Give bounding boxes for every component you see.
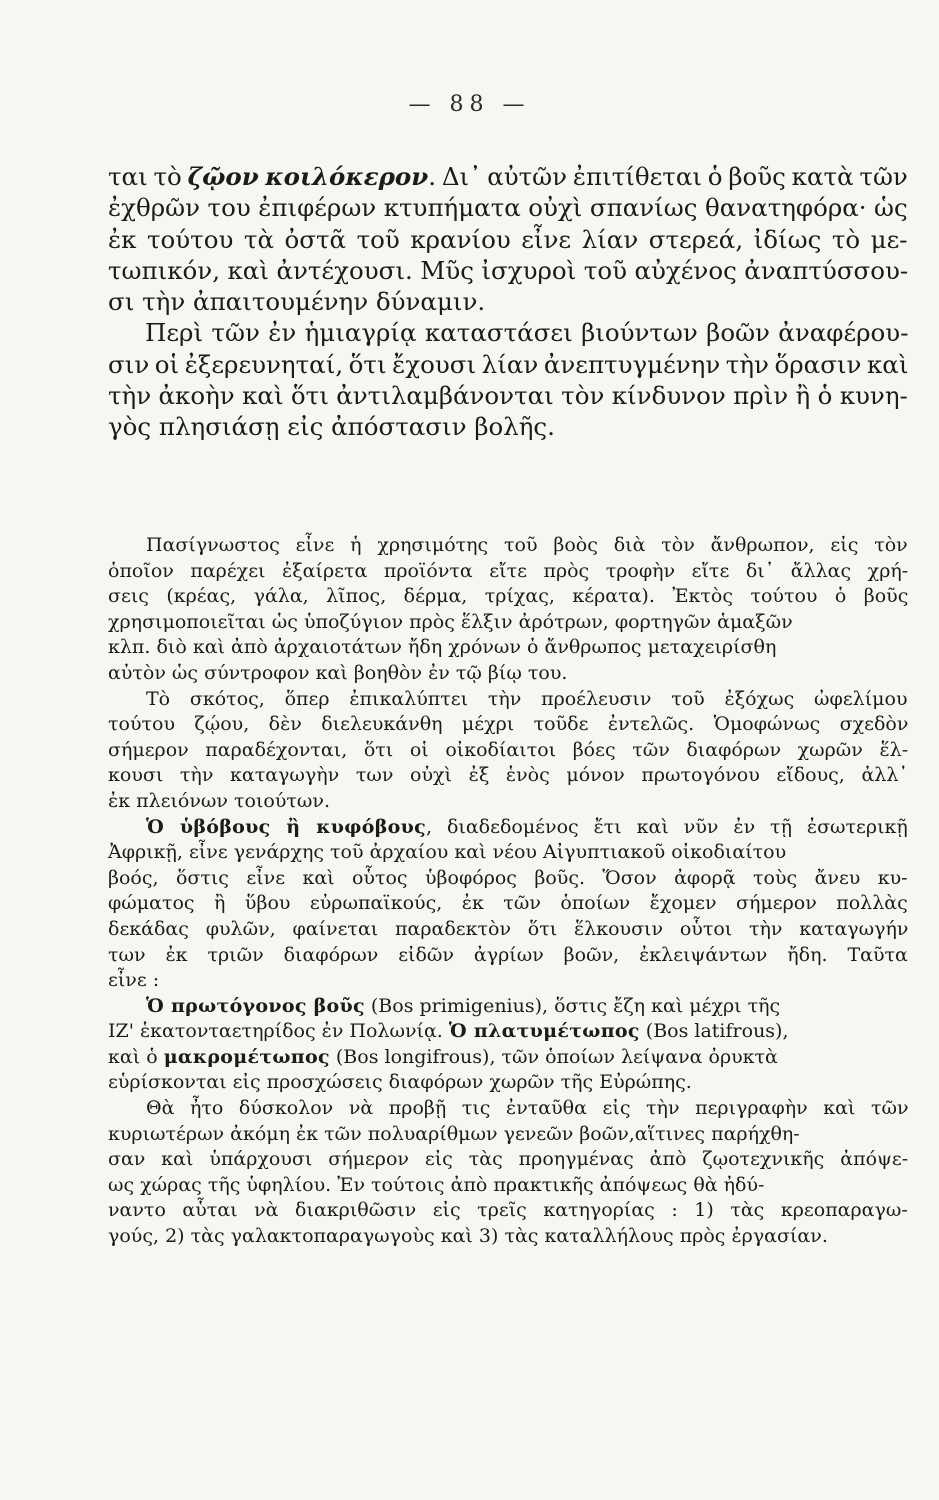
text-line: σεις (κρέας, γάλα, λῖπος, δέρμα, τρίχας, κέρατα). Ἐκτὸς τούτου ὁ βοῦς xyxy=(108,585,909,608)
text-line: αὐτὸν ὡς σύντροφον καὶ βοηθὸν ἐν τῷ βίῳ του. xyxy=(108,661,568,684)
lower-paragraph-5 xyxy=(108,1096,908,1250)
bold-term: μακρομέτωπος xyxy=(163,1045,330,1068)
text-line: χρησιμοποιεῖται ὡς ὑποζύγιον πρὸς ἕλξιν ἀρότρων, φορτηγῶν ἁμαξῶν xyxy=(108,610,793,633)
bold-term: Ὁ πρωτόγονος βοῦς xyxy=(146,994,365,1017)
text-span: (Bos longifrous), τῶν ὁποίων λείψανα ὀρυκτὰ xyxy=(329,1045,778,1068)
upper-paragraph-2 xyxy=(108,317,908,442)
page-number: — 88 — xyxy=(408,92,531,117)
text-line: τούτου ζῴου, δὲν διελευκάνθη μέχρι τοῦδε ἐντελῶς. Ὁμοφώνως σχεδὸν xyxy=(108,713,909,736)
text-span: . Δι᾽ αὐτῶν ἐπιτίθεται ὁ βοῦς κατὰ τῶν xyxy=(428,162,908,191)
text-line: ως χώρας τῆς ὑφηλίου. Ἐν τούτοις ἀπὸ πρακτικῆς ἀπόψεως θὰ ἠδύ- xyxy=(108,1173,765,1196)
text-line: κουσι τὴν καταγωγὴν των οὐχὶ ἐξ ἑνὸς μόνον πρωτογόνου εἴδους, ἀλλ᾽ xyxy=(108,764,908,787)
text-line: ὁποῖον παρέχει ἐξαίρετα προϊόντα εἴτε πρὸς τροφὴν εἴτε δι᾽ ἄλλας χρή- xyxy=(108,559,909,582)
text-line: Περὶ τῶν ἐν ἡμιαγρίᾳ καταστάσει βιούντων βοῶν ἀναφέρου- xyxy=(145,318,909,348)
text-line: σαν καὶ ὑπάρχουσι σήμερον εἰς τὰς προηγμένας ἀπὸ ζῳοτεχνικῆς ἀπόψε- xyxy=(108,1148,909,1171)
text-line: Πασίγνωστος εἶνε ἡ χρησιμότης τοῦ βοὸς διὰ τὸν ἄνθρωπον, εἰς τὸν xyxy=(146,534,908,556)
lower-paragraph-3 xyxy=(108,815,908,994)
text-span: , διαδεδομένος ἔτι καὶ νῦν ἐν τῇ ἐσωτερικῇ xyxy=(425,815,908,838)
text-span: καὶ ὁ xyxy=(108,1045,164,1068)
text-line: Τὸ σκότος, ὅπερ ἐπικαλύπτει τὴν προέλευσιν τοῦ ἐξόχως ὠφελίμου xyxy=(146,687,908,710)
text-line: δεκάδας φυλῶν, φαίνεται παραδεκτὸν ὅτι ἕλκουσιν οὗτοι τὴν καταγωγήν xyxy=(108,917,909,940)
text-line: ἐκ πλειόνων τοιούτων. xyxy=(108,789,330,812)
text-line: σιν οἱ ἐξερευνηταί, ὅτι ἔχουσι λίαν ἀνεπτυγμένην τὴν ὅρασιν καὶ xyxy=(108,349,909,379)
lower-paragraph-4 xyxy=(108,994,908,1096)
lower-paragraph-2 xyxy=(108,687,908,815)
text-span: (Bos latifrous), xyxy=(639,1020,789,1043)
text-line: Ἀφρικῇ, εἶνε γενάρχης τοῦ ἀρχαίου καὶ νέου Αἰγυπτιακοῦ οἰκοδιαίτου xyxy=(108,841,787,864)
text-line: ἐκ τούτου τὰ ὀστᾶ τοῦ κρανίου εἶνε λίαν στερεά, ἰδίως τὸ με- xyxy=(108,224,908,254)
text-line: των ἐκ τριῶν διαφόρων εἰδῶν ἀγρίων βοῶν, ἐκλειψάντων ἤδη. Ταῦτα xyxy=(108,943,908,966)
text-line: φώματος ἢ ὕβου εὐρωπαϊκούς, ἐκ τῶν ὁποίων ἔχομεν σήμερον πολλὰς xyxy=(108,892,908,915)
text-line: κλπ. διὸ καὶ ἀπὸ ἀρχαιοτάτων ἤδη χρόνων ὁ ἄνθρωπος μεταχειρίσθη xyxy=(108,636,777,659)
text-line: σήμερον παραδέχονται, ὅτι οἱ οἰκοδίαιτοι βόες τῶν διαφόρων χωρῶν ἕλ- xyxy=(108,738,909,761)
upper-paragraph-1 xyxy=(108,161,908,317)
text-line xyxy=(108,815,908,841)
text-line xyxy=(108,994,908,1020)
text-line: ναντο αὗται νὰ διακριθῶσιν εἰς τρεῖς κατηγορίας : 1) τὰς κρεοπαραγω- xyxy=(108,1199,908,1222)
text-line: ἐχθρῶν του ἐπιφέρων κτυπήματα οὐχὶ σπανίως θανατηφόρα· ὡς xyxy=(108,193,908,223)
bold-term: Ὁ πλατυμέτωπος xyxy=(448,1020,640,1043)
text-span: ται τὸ xyxy=(108,162,188,191)
text-line: γὸς πλησιάσῃ εἰς ἀπόστασιν βολῆς. xyxy=(108,412,555,442)
text-line: βοός, ὅστις εἶνε καὶ οὗτος ὑβοφόρος βοῦς. Ὅσον ἀφορᾷ τοὺς ἄνευ κυ- xyxy=(108,866,908,889)
text-line xyxy=(108,1045,908,1071)
text-line xyxy=(108,1019,908,1045)
text-line: τωπικόν, καὶ ἀντέχουσι. Μῦς ἰσχυροὶ τοῦ αὐχένος ἀναπτύσσου- xyxy=(108,255,909,285)
text-line: κυριωτέρων ἀκόμη ἐκ τῶν πολυαρίθμων γενεῶν βοῶν,αἵτινες παρήχθη- xyxy=(108,1122,800,1145)
text-span: ΙΖ' ἑκατονταετηρίδος ἐν Πολωνίᾳ. xyxy=(108,1020,449,1043)
text-line: εἶνε : xyxy=(108,969,160,992)
text-line: γούς, 2) τὰς γαλακτοπαραγωγοὺς καὶ 3) τὰς καταλλήλους πρὸς ἐργασίαν. xyxy=(108,1225,828,1248)
text-span: (Bos primigenius), ὅστις ἔζη καὶ μέχρι τῆς xyxy=(364,994,781,1017)
upper-text-section xyxy=(108,161,908,443)
text-line: εὑρίσκονται εἰς προσχώσεις διαφόρων χωρῶν τῆς Εὐρώπης. xyxy=(108,1071,692,1094)
bold-term: Ὁ ὑβόβους ἢ κυφόβους xyxy=(146,815,426,838)
text-line xyxy=(108,161,908,192)
text-line: Θὰ ἦτο δύσκολον νὰ προβῇ τις ἐνταῦθα εἰς τὴν περιγραφὴν καὶ τῶν xyxy=(146,1097,909,1120)
text-line: σι τὴν ἀπαιτουμένην δύναμιν. xyxy=(108,287,486,317)
lower-paragraph-1 xyxy=(108,533,908,687)
emphasized-term: ζῷον κοιλόκερον xyxy=(187,162,429,191)
lower-text-section xyxy=(108,533,908,1250)
text-line: τὴν ἀκοὴν καὶ ὅτι ἀντιλαμβάνονται τὸν κίνδυνον πρὶν ἢ ὁ κυνη- xyxy=(108,381,908,411)
